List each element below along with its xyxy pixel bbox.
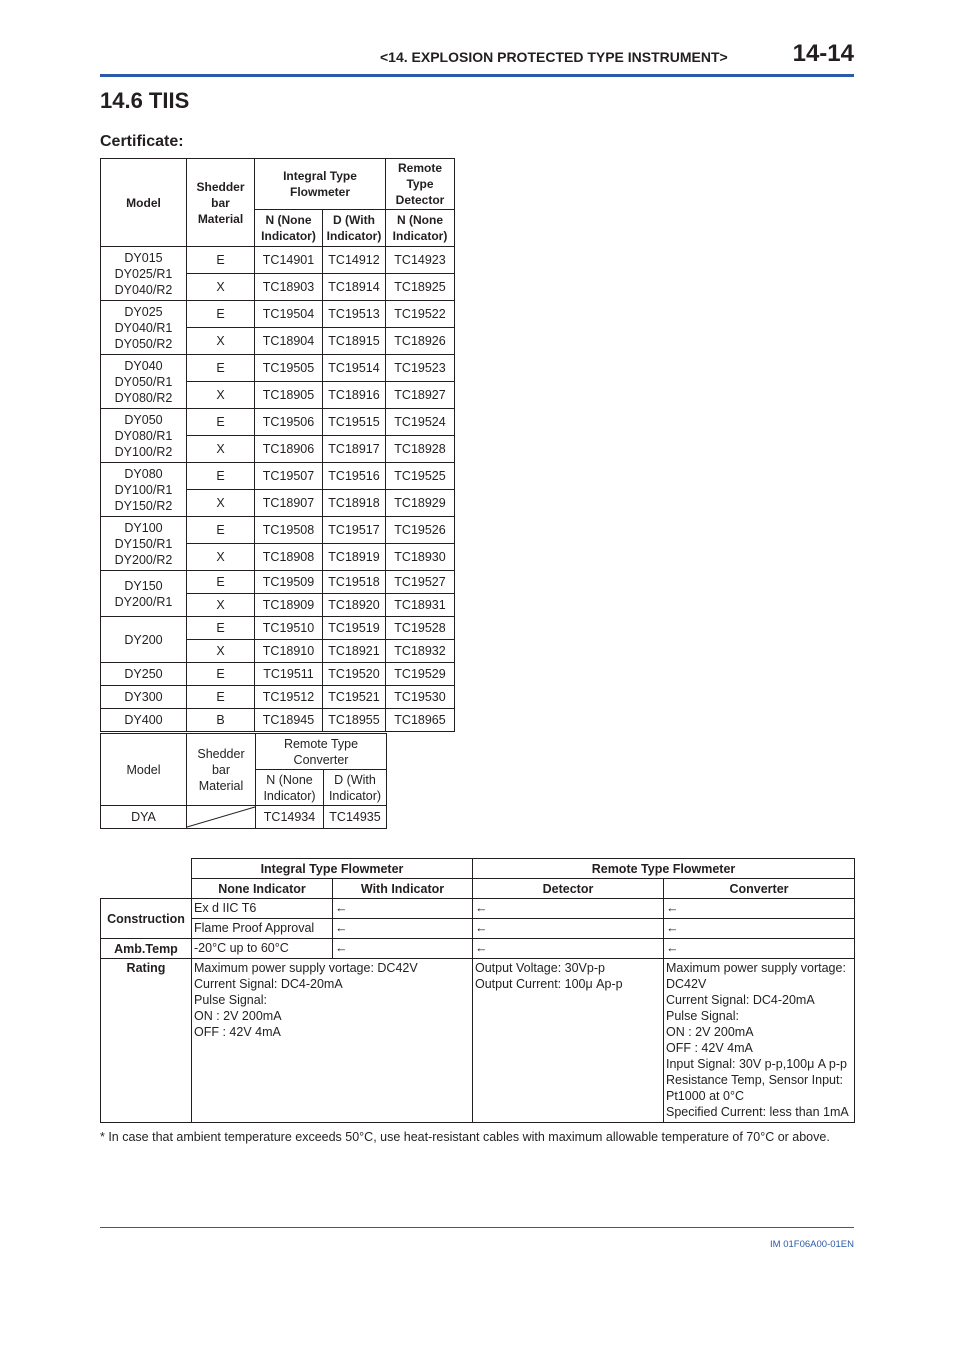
remote-n-cell: TC19527 bbox=[386, 571, 455, 594]
arrow-cell: ← bbox=[664, 899, 855, 919]
model-cell: DY015 DY025/R1 DY040/R2 bbox=[101, 247, 187, 301]
spec-header-none: None Indicator bbox=[192, 879, 333, 899]
material-cell: X bbox=[187, 382, 255, 409]
model-cell: DY050 DY080/R1 DY100/R2 bbox=[101, 409, 187, 463]
integral-d-cell: TC18914 bbox=[323, 274, 386, 301]
header-remote-n-none: N (None Indicator) bbox=[386, 210, 455, 247]
integral-n-cell: TC18903 bbox=[255, 274, 323, 301]
material-cell: E bbox=[187, 463, 255, 490]
integral-n-cell: TC18905 bbox=[255, 382, 323, 409]
converter-table bbox=[100, 733, 387, 829]
integral-d-cell: TC19513 bbox=[323, 301, 386, 328]
converter-header-shedder: Shedder bar Material bbox=[187, 734, 256, 806]
construction-value-2: Flame Proof Approval bbox=[192, 919, 333, 939]
integral-n-cell: TC19505 bbox=[255, 355, 323, 382]
remote-n-cell: TC18930 bbox=[386, 544, 455, 571]
material-cell: X bbox=[187, 274, 255, 301]
converter-header-model: Model bbox=[101, 734, 187, 806]
remote-n-cell: TC19529 bbox=[386, 663, 455, 686]
integral-n-cell: TC19509 bbox=[255, 571, 323, 594]
material-cell: X bbox=[187, 490, 255, 517]
material-cell: X bbox=[187, 436, 255, 463]
integral-n-cell: TC19504 bbox=[255, 301, 323, 328]
arrow-cell: ← bbox=[473, 899, 664, 919]
integral-d-cell: TC19520 bbox=[323, 663, 386, 686]
integral-n-cell: TC18906 bbox=[255, 436, 323, 463]
header-shedder: Shedder bar Material bbox=[187, 159, 255, 247]
model-cell: DY300 bbox=[101, 686, 187, 709]
remote-n-cell: TC18965 bbox=[386, 709, 455, 732]
converter-model-cell: DYA bbox=[101, 806, 187, 829]
integral-d-cell: TC18955 bbox=[323, 709, 386, 732]
blank-corner bbox=[101, 859, 192, 879]
construction-label: Construction bbox=[101, 899, 192, 939]
material-cell: E bbox=[187, 355, 255, 382]
integral-d-cell: TC19521 bbox=[323, 686, 386, 709]
model-cell: DY250 bbox=[101, 663, 187, 686]
integral-d-cell: TC19516 bbox=[323, 463, 386, 490]
integral-n-cell: TC19507 bbox=[255, 463, 323, 490]
amb-temp-value: -20°C up to 60°C bbox=[192, 939, 333, 959]
integral-d-cell: TC18920 bbox=[323, 594, 386, 617]
integral-d-cell: TC18916 bbox=[323, 382, 386, 409]
integral-d-cell: TC19519 bbox=[323, 617, 386, 640]
header-d-with: D (With Indicator) bbox=[323, 210, 386, 247]
diagonal-line bbox=[187, 806, 255, 828]
amb-temp-label: Amb.Temp bbox=[101, 939, 192, 959]
integral-n-cell: TC18907 bbox=[255, 490, 323, 517]
integral-n-cell: TC19511 bbox=[255, 663, 323, 686]
rating-integral: Maximum power supply vortage: DC42V Current Signal: DC4-20mA Pulse Signal: ON : 2V 200mA OFF : 42V 4mA bbox=[192, 959, 473, 1123]
spec-header-integral: Integral Type Flowmeter bbox=[192, 859, 473, 879]
integral-n-cell: TC18910 bbox=[255, 640, 323, 663]
integral-d-cell: TC18915 bbox=[323, 328, 386, 355]
specification-table bbox=[100, 858, 855, 1123]
remote-n-cell: TC19530 bbox=[386, 686, 455, 709]
remote-n-cell: TC18931 bbox=[386, 594, 455, 617]
remote-n-cell: TC18926 bbox=[386, 328, 455, 355]
model-cell: DY150 DY200/R1 bbox=[101, 571, 187, 617]
converter-n-cell: TC14934 bbox=[256, 806, 324, 829]
model-cell: DY040 DY050/R1 DY080/R2 bbox=[101, 355, 187, 409]
integral-n-cell: TC18908 bbox=[255, 544, 323, 571]
integral-d-cell: TC19518 bbox=[323, 571, 386, 594]
header-integral-type: Integral Type Flowmeter bbox=[255, 159, 386, 210]
spec-header-converter: Converter bbox=[664, 879, 855, 899]
header-title: <14. EXPLOSION PROTECTED TYPE INSTRUMENT> bbox=[380, 49, 728, 65]
material-cell: X bbox=[187, 328, 255, 355]
spec-header-detector: Detector bbox=[473, 879, 664, 899]
integral-d-cell: TC18917 bbox=[323, 436, 386, 463]
integral-n-cell: TC18945 bbox=[255, 709, 323, 732]
arrow-cell: ← bbox=[333, 939, 473, 959]
model-cell: DY025 DY040/R1 DY050/R2 bbox=[101, 301, 187, 355]
arrow-cell: ← bbox=[664, 919, 855, 939]
header-rule bbox=[100, 74, 854, 77]
rating-converter: Maximum power supply vortage: DC42V Current Signal: DC4-20mA Pulse Signal: ON : 2V 200mA OFF : 42V 4mA Input Signal: 30V p-p,100μ A p-p Resistance Temp, Sensor Input: Pt1000 at 0°C Specified Current: less than 1mA bbox=[664, 959, 855, 1123]
converter-d-cell: TC14935 bbox=[324, 806, 387, 829]
diagonal-cell bbox=[187, 806, 256, 829]
remote-n-cell: TC19528 bbox=[386, 617, 455, 640]
material-cell: E bbox=[187, 517, 255, 544]
material-cell: B bbox=[187, 709, 255, 732]
converter-header-remote: Remote Type Converter bbox=[256, 734, 387, 770]
integral-n-cell: TC19506 bbox=[255, 409, 323, 436]
material-cell: X bbox=[187, 544, 255, 571]
integral-d-cell: TC18919 bbox=[323, 544, 386, 571]
integral-n-cell: TC18904 bbox=[255, 328, 323, 355]
document-id: IM 01F06A00-01EN bbox=[770, 1239, 854, 1250]
integral-d-cell: TC19515 bbox=[323, 409, 386, 436]
arrow-cell: ← bbox=[333, 919, 473, 939]
certificate-table bbox=[100, 158, 455, 732]
integral-d-cell: TC18921 bbox=[323, 640, 386, 663]
header-n-none: N (None Indicator) bbox=[255, 210, 323, 247]
integral-d-cell: TC14912 bbox=[323, 247, 386, 274]
arrow-cell: ← bbox=[333, 899, 473, 919]
integral-n-cell: TC19508 bbox=[255, 517, 323, 544]
converter-header-d: D (With Indicator) bbox=[324, 770, 387, 806]
integral-d-cell: TC19517 bbox=[323, 517, 386, 544]
footnote: * In case that ambient temperature exceeds 50°C, use heat-resistant cables with maximum allowable temperature of 70°C or above. bbox=[100, 1130, 830, 1144]
remote-n-cell: TC18927 bbox=[386, 382, 455, 409]
certificate-label: Certificate: bbox=[100, 133, 184, 150]
model-cell: DY100 DY150/R1 DY200/R2 bbox=[101, 517, 187, 571]
material-cell: X bbox=[187, 594, 255, 617]
header-model: Model bbox=[101, 159, 187, 247]
material-cell: E bbox=[187, 409, 255, 436]
remote-n-cell: TC19524 bbox=[386, 409, 455, 436]
header-remote-detector: Remote Type Detector bbox=[386, 159, 455, 210]
remote-n-cell: TC19525 bbox=[386, 463, 455, 490]
remote-n-cell: TC19522 bbox=[386, 301, 455, 328]
material-cell: E bbox=[187, 571, 255, 594]
section-title: 14.6 TIIS bbox=[100, 88, 190, 113]
material-cell: E bbox=[187, 663, 255, 686]
blank-corner-2 bbox=[101, 879, 192, 899]
integral-n-cell: TC19512 bbox=[255, 686, 323, 709]
construction-value-1: Ex d IIC T6 bbox=[192, 899, 333, 919]
spec-header-remote: Remote Type Flowmeter bbox=[473, 859, 855, 879]
remote-n-cell: TC19523 bbox=[386, 355, 455, 382]
page-number: 14-14 bbox=[792, 40, 854, 67]
material-cell: E bbox=[187, 617, 255, 640]
arrow-cell: ← bbox=[664, 939, 855, 959]
remote-n-cell: TC18928 bbox=[386, 436, 455, 463]
arrow-cell: ← bbox=[473, 919, 664, 939]
integral-n-cell: TC18909 bbox=[255, 594, 323, 617]
material-cell: E bbox=[187, 247, 255, 274]
model-cell: DY200 bbox=[101, 617, 187, 663]
arrow-cell: ← bbox=[473, 939, 664, 959]
converter-header-n: N (None Indicator) bbox=[256, 770, 324, 806]
integral-n-cell: TC14901 bbox=[255, 247, 323, 274]
footer-rule bbox=[100, 1227, 854, 1228]
material-cell: E bbox=[187, 686, 255, 709]
material-cell: E bbox=[187, 301, 255, 328]
material-cell: X bbox=[187, 640, 255, 663]
rating-label: Rating bbox=[101, 959, 192, 1123]
remote-n-cell: TC18929 bbox=[386, 490, 455, 517]
remote-n-cell: TC19526 bbox=[386, 517, 455, 544]
integral-d-cell: TC18918 bbox=[323, 490, 386, 517]
remote-n-cell: TC18932 bbox=[386, 640, 455, 663]
model-cell: DY400 bbox=[101, 709, 187, 732]
remote-n-cell: TC18925 bbox=[386, 274, 455, 301]
model-cell: DY080 DY100/R1 DY150/R2 bbox=[101, 463, 187, 517]
remote-n-cell: TC14923 bbox=[386, 247, 455, 274]
rating-detector: Output Voltage: 30Vp-p Output Current: 100μ Ap-p bbox=[473, 959, 664, 1123]
integral-d-cell: TC19514 bbox=[323, 355, 386, 382]
spec-header-with: With Indicator bbox=[333, 879, 473, 899]
integral-n-cell: TC19510 bbox=[255, 617, 323, 640]
